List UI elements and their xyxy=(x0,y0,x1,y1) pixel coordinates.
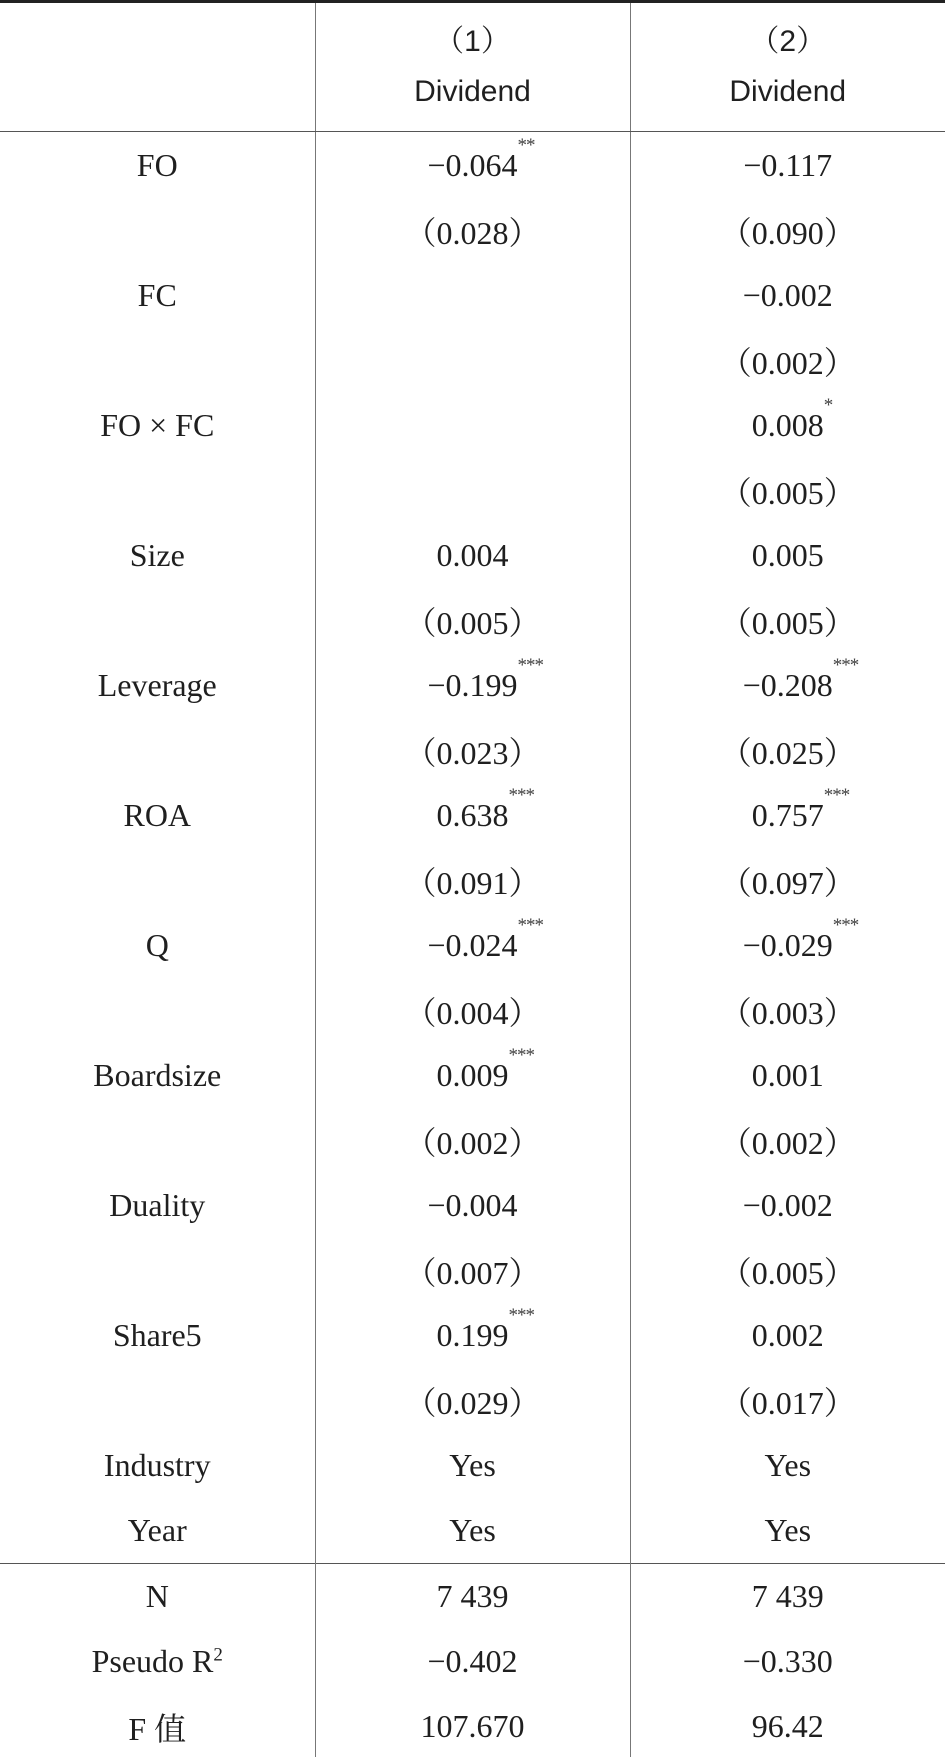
coefficient-value: 0.009 xyxy=(436,1057,509,1093)
cell-value xyxy=(720,605,856,641)
row-label-text: Pseudo R xyxy=(91,1643,214,1679)
cell-value xyxy=(752,1317,824,1353)
cell-col-2: −0.330 xyxy=(630,1629,945,1694)
cell-col-1 xyxy=(315,132,630,199)
row-label xyxy=(0,978,315,1043)
significance-stars: * xyxy=(823,395,833,416)
column-number: （1） xyxy=(434,25,511,58)
cell-col-1 xyxy=(315,1303,630,1368)
table-row-se xyxy=(0,458,945,523)
header-column-2 xyxy=(630,2,945,132)
table-row xyxy=(0,523,945,588)
row-label: FO × FC xyxy=(100,407,215,443)
cell-value xyxy=(404,1125,540,1161)
cell-col-1 xyxy=(315,1433,630,1498)
cell-col-2 xyxy=(630,393,945,458)
stats-row-pseudo-r2 xyxy=(0,1629,945,1694)
coefficient-value: 0.199 xyxy=(436,1317,509,1353)
row-label xyxy=(0,1238,315,1303)
coefficient-value: （0.003） xyxy=(719,994,856,1031)
cell-value xyxy=(427,655,544,703)
cell-col-1 xyxy=(315,783,630,848)
coefficient-value: （0.029） xyxy=(404,1384,541,1421)
cell-value xyxy=(404,1385,540,1421)
cell-col-1: −0.402 xyxy=(315,1629,630,1694)
significance-stars: *** xyxy=(832,655,859,676)
table-row-se xyxy=(0,718,945,783)
coefficient-value: −0.064 xyxy=(427,146,518,183)
coefficient-value: −0.024 xyxy=(427,927,518,963)
row-label xyxy=(0,848,315,913)
cell-col-1 xyxy=(315,588,630,653)
table-row-se xyxy=(0,978,945,1043)
row-label xyxy=(0,588,315,653)
superscript-2: 2 xyxy=(213,1644,223,1666)
coefficient-value: 0.757 xyxy=(751,797,824,833)
cell-col-1 xyxy=(315,1043,630,1108)
cell-col-1 xyxy=(315,653,630,718)
cell-value xyxy=(720,865,856,901)
cell-col-1 xyxy=(315,328,630,393)
significance-stars: *** xyxy=(823,785,850,806)
table-row xyxy=(0,1303,945,1368)
cell-col-2 xyxy=(630,458,945,523)
row-label: Year xyxy=(127,1512,187,1548)
cell-col-2: 96.42 xyxy=(630,1694,945,1757)
cell-value xyxy=(764,1512,811,1548)
cell-col-1 xyxy=(315,718,630,783)
coefficient-value: 0.004 xyxy=(436,537,509,573)
coefficient-value: 0.005 xyxy=(751,537,824,573)
coefficient-value: （0.002） xyxy=(719,1124,856,1161)
cell-value xyxy=(720,345,856,381)
coefficient-value: −0.117 xyxy=(743,146,833,183)
table-row-se xyxy=(0,588,945,653)
cell-value xyxy=(742,915,859,963)
coefficient-value: （0.005） xyxy=(404,604,541,641)
column-number: （2） xyxy=(749,25,827,58)
row-label: Boardsize xyxy=(93,1057,222,1093)
cell-col-2 xyxy=(630,653,945,718)
coefficient-value: （0.017） xyxy=(719,1384,856,1421)
coefficient-value: −0.029 xyxy=(742,927,833,963)
coefficient-value: （0.007） xyxy=(404,1254,541,1291)
cell-value xyxy=(752,1057,824,1093)
cell-col-1 xyxy=(315,263,630,328)
cell-value xyxy=(437,537,509,573)
row-label xyxy=(0,198,315,263)
significance-stars: *** xyxy=(508,1305,534,1326)
coefficient-value: （0.002） xyxy=(719,344,856,381)
cell-value xyxy=(404,1255,540,1291)
coefficient-value: −0.004 xyxy=(427,1187,518,1223)
cell-col-2: 7 439 xyxy=(630,1564,945,1630)
table-row-se xyxy=(0,328,945,393)
table-row xyxy=(0,263,945,328)
coefficient-value: 0.638 xyxy=(436,797,509,833)
cell-value xyxy=(449,1447,496,1483)
coefficient-value: Yes xyxy=(449,1512,496,1548)
row-label: Leverage xyxy=(97,667,217,703)
cell-col-1 xyxy=(315,1108,630,1173)
stats-row-f-value xyxy=(0,1694,945,1757)
row-label: ROA xyxy=(123,797,192,833)
cell-col-1: 107.670 xyxy=(315,1694,630,1757)
table-row xyxy=(0,653,945,718)
cell-col-2 xyxy=(630,718,945,783)
row-label: Share5 xyxy=(112,1317,202,1353)
table-row xyxy=(0,1173,945,1238)
coefficient-value: （0.097） xyxy=(719,864,856,901)
cell-col-2 xyxy=(630,1043,945,1108)
coefficient-value: −0.199 xyxy=(427,667,518,703)
cell-value xyxy=(436,785,534,833)
cell-value xyxy=(427,915,544,963)
row-label: Duality xyxy=(109,1187,206,1223)
cell-value xyxy=(404,605,540,641)
cell-col-1 xyxy=(315,978,630,1043)
cell-value xyxy=(436,1305,534,1353)
coefficient-value: −0.208 xyxy=(742,667,833,703)
cell-col-2 xyxy=(630,913,945,978)
cell-col-2 xyxy=(630,783,945,848)
cell-col-2 xyxy=(630,1238,945,1303)
row-label xyxy=(0,1368,315,1433)
cell-col-2 xyxy=(630,263,945,328)
coefficient-value: −0.002 xyxy=(742,1187,833,1223)
table-header-row xyxy=(0,2,945,132)
cell-value xyxy=(404,995,540,1031)
cell-col-1 xyxy=(315,848,630,913)
cell-col-1: 7 439 xyxy=(315,1564,630,1630)
cell-col-1 xyxy=(315,1498,630,1564)
cell-col-2 xyxy=(630,1433,945,1498)
cell-col-1 xyxy=(315,1368,630,1433)
row-label: N xyxy=(0,1564,315,1630)
cell-col-1 xyxy=(315,198,630,263)
cell-value xyxy=(720,1385,856,1421)
table-row-se xyxy=(0,1108,945,1173)
stats-row-n xyxy=(0,1564,945,1630)
coefficient-value: −0.002 xyxy=(742,277,833,313)
header-column-1 xyxy=(315,2,630,132)
cell-col-2 xyxy=(630,1368,945,1433)
coefficient-value: （0.005） xyxy=(719,604,856,641)
cell-col-2 xyxy=(630,1303,945,1368)
cell-value xyxy=(720,735,856,771)
coefficient-value: （0.002） xyxy=(404,1124,541,1161)
row-label xyxy=(0,328,315,393)
table-row-se xyxy=(0,1238,945,1303)
cell-col-2 xyxy=(630,198,945,263)
cell-value xyxy=(436,1045,534,1093)
cell-value xyxy=(720,1125,856,1161)
cell-value xyxy=(743,1187,833,1223)
cell-col-1 xyxy=(315,913,630,978)
cell-value xyxy=(751,785,850,833)
table-row xyxy=(0,1433,945,1498)
cell-value xyxy=(404,865,540,901)
cell-col-1 xyxy=(315,1238,630,1303)
row-label: FO xyxy=(136,146,178,183)
column-label: Dividend xyxy=(729,75,847,108)
table-row xyxy=(0,783,945,848)
coefficient-value: 0.001 xyxy=(751,1057,824,1093)
coefficient-value: （0.005） xyxy=(719,474,856,511)
cell-col-2 xyxy=(630,328,945,393)
significance-stars: *** xyxy=(832,915,859,936)
cell-value xyxy=(751,395,833,443)
header-empty-cell xyxy=(0,2,315,132)
row-label: Industry xyxy=(103,1447,211,1483)
cell-col-2 xyxy=(630,588,945,653)
table-row-se xyxy=(0,848,945,913)
table-row xyxy=(0,1498,945,1564)
significance-stars: *** xyxy=(508,1045,534,1066)
significance-stars: *** xyxy=(517,655,544,676)
coefficient-value: 0.008 xyxy=(751,407,824,443)
row-label xyxy=(0,718,315,783)
table-row-se xyxy=(0,1368,945,1433)
coefficient-value: Yes xyxy=(764,1447,812,1483)
cell-col-1 xyxy=(315,393,630,458)
cell-col-1 xyxy=(315,523,630,588)
cell-value xyxy=(752,537,824,573)
cell-value xyxy=(427,134,535,183)
cell-value xyxy=(743,147,832,183)
significance-stars: *** xyxy=(517,915,544,936)
coefficient-value: 0.002 xyxy=(751,1317,824,1353)
cell-col-2 xyxy=(630,132,945,199)
column-label: Dividend xyxy=(414,75,531,108)
cell-value xyxy=(742,655,859,703)
cell-value xyxy=(404,735,540,771)
cell-col-1 xyxy=(315,1173,630,1238)
row-label xyxy=(0,1629,315,1694)
cell-col-2 xyxy=(630,978,945,1043)
cell-value xyxy=(449,1512,496,1548)
coefficient-value: Yes xyxy=(449,1447,496,1483)
row-label xyxy=(0,1108,315,1173)
row-label: FC xyxy=(137,277,177,313)
cell-value xyxy=(404,215,540,251)
cell-value xyxy=(427,1187,517,1223)
cell-col-2 xyxy=(630,1108,945,1173)
significance-stars: *** xyxy=(508,785,534,806)
coefficient-value: Yes xyxy=(764,1512,812,1548)
significance-stars: ** xyxy=(517,134,535,156)
coefficient-value: （0.025） xyxy=(719,734,856,771)
cell-col-2 xyxy=(630,523,945,588)
row-label: Q xyxy=(145,927,169,963)
table-row xyxy=(0,393,945,458)
coefficient-value: （0.005） xyxy=(719,1254,856,1291)
coefficient-value: （0.004） xyxy=(404,994,541,1031)
row-label: Size xyxy=(129,537,185,573)
row-label xyxy=(0,458,315,523)
cell-col-2 xyxy=(630,1173,945,1238)
cell-col-1 xyxy=(315,458,630,523)
table-row xyxy=(0,913,945,978)
coefficient-value: （0.028） xyxy=(404,214,541,251)
table-row-se xyxy=(0,198,945,263)
cell-value xyxy=(743,277,833,313)
cell-value xyxy=(720,995,856,1031)
cell-col-2 xyxy=(630,848,945,913)
coefficient-value: （0.090） xyxy=(719,214,856,251)
coefficient-value: （0.023） xyxy=(404,734,541,771)
row-label: F 值 xyxy=(0,1694,315,1757)
cell-value xyxy=(720,475,856,511)
cell-value xyxy=(720,215,856,251)
cell-value xyxy=(764,1447,811,1483)
table-row xyxy=(0,132,945,199)
cell-value xyxy=(720,1255,856,1291)
cell-col-2 xyxy=(630,1498,945,1564)
coefficient-value: （0.091） xyxy=(404,864,541,901)
table-row xyxy=(0,1043,945,1108)
